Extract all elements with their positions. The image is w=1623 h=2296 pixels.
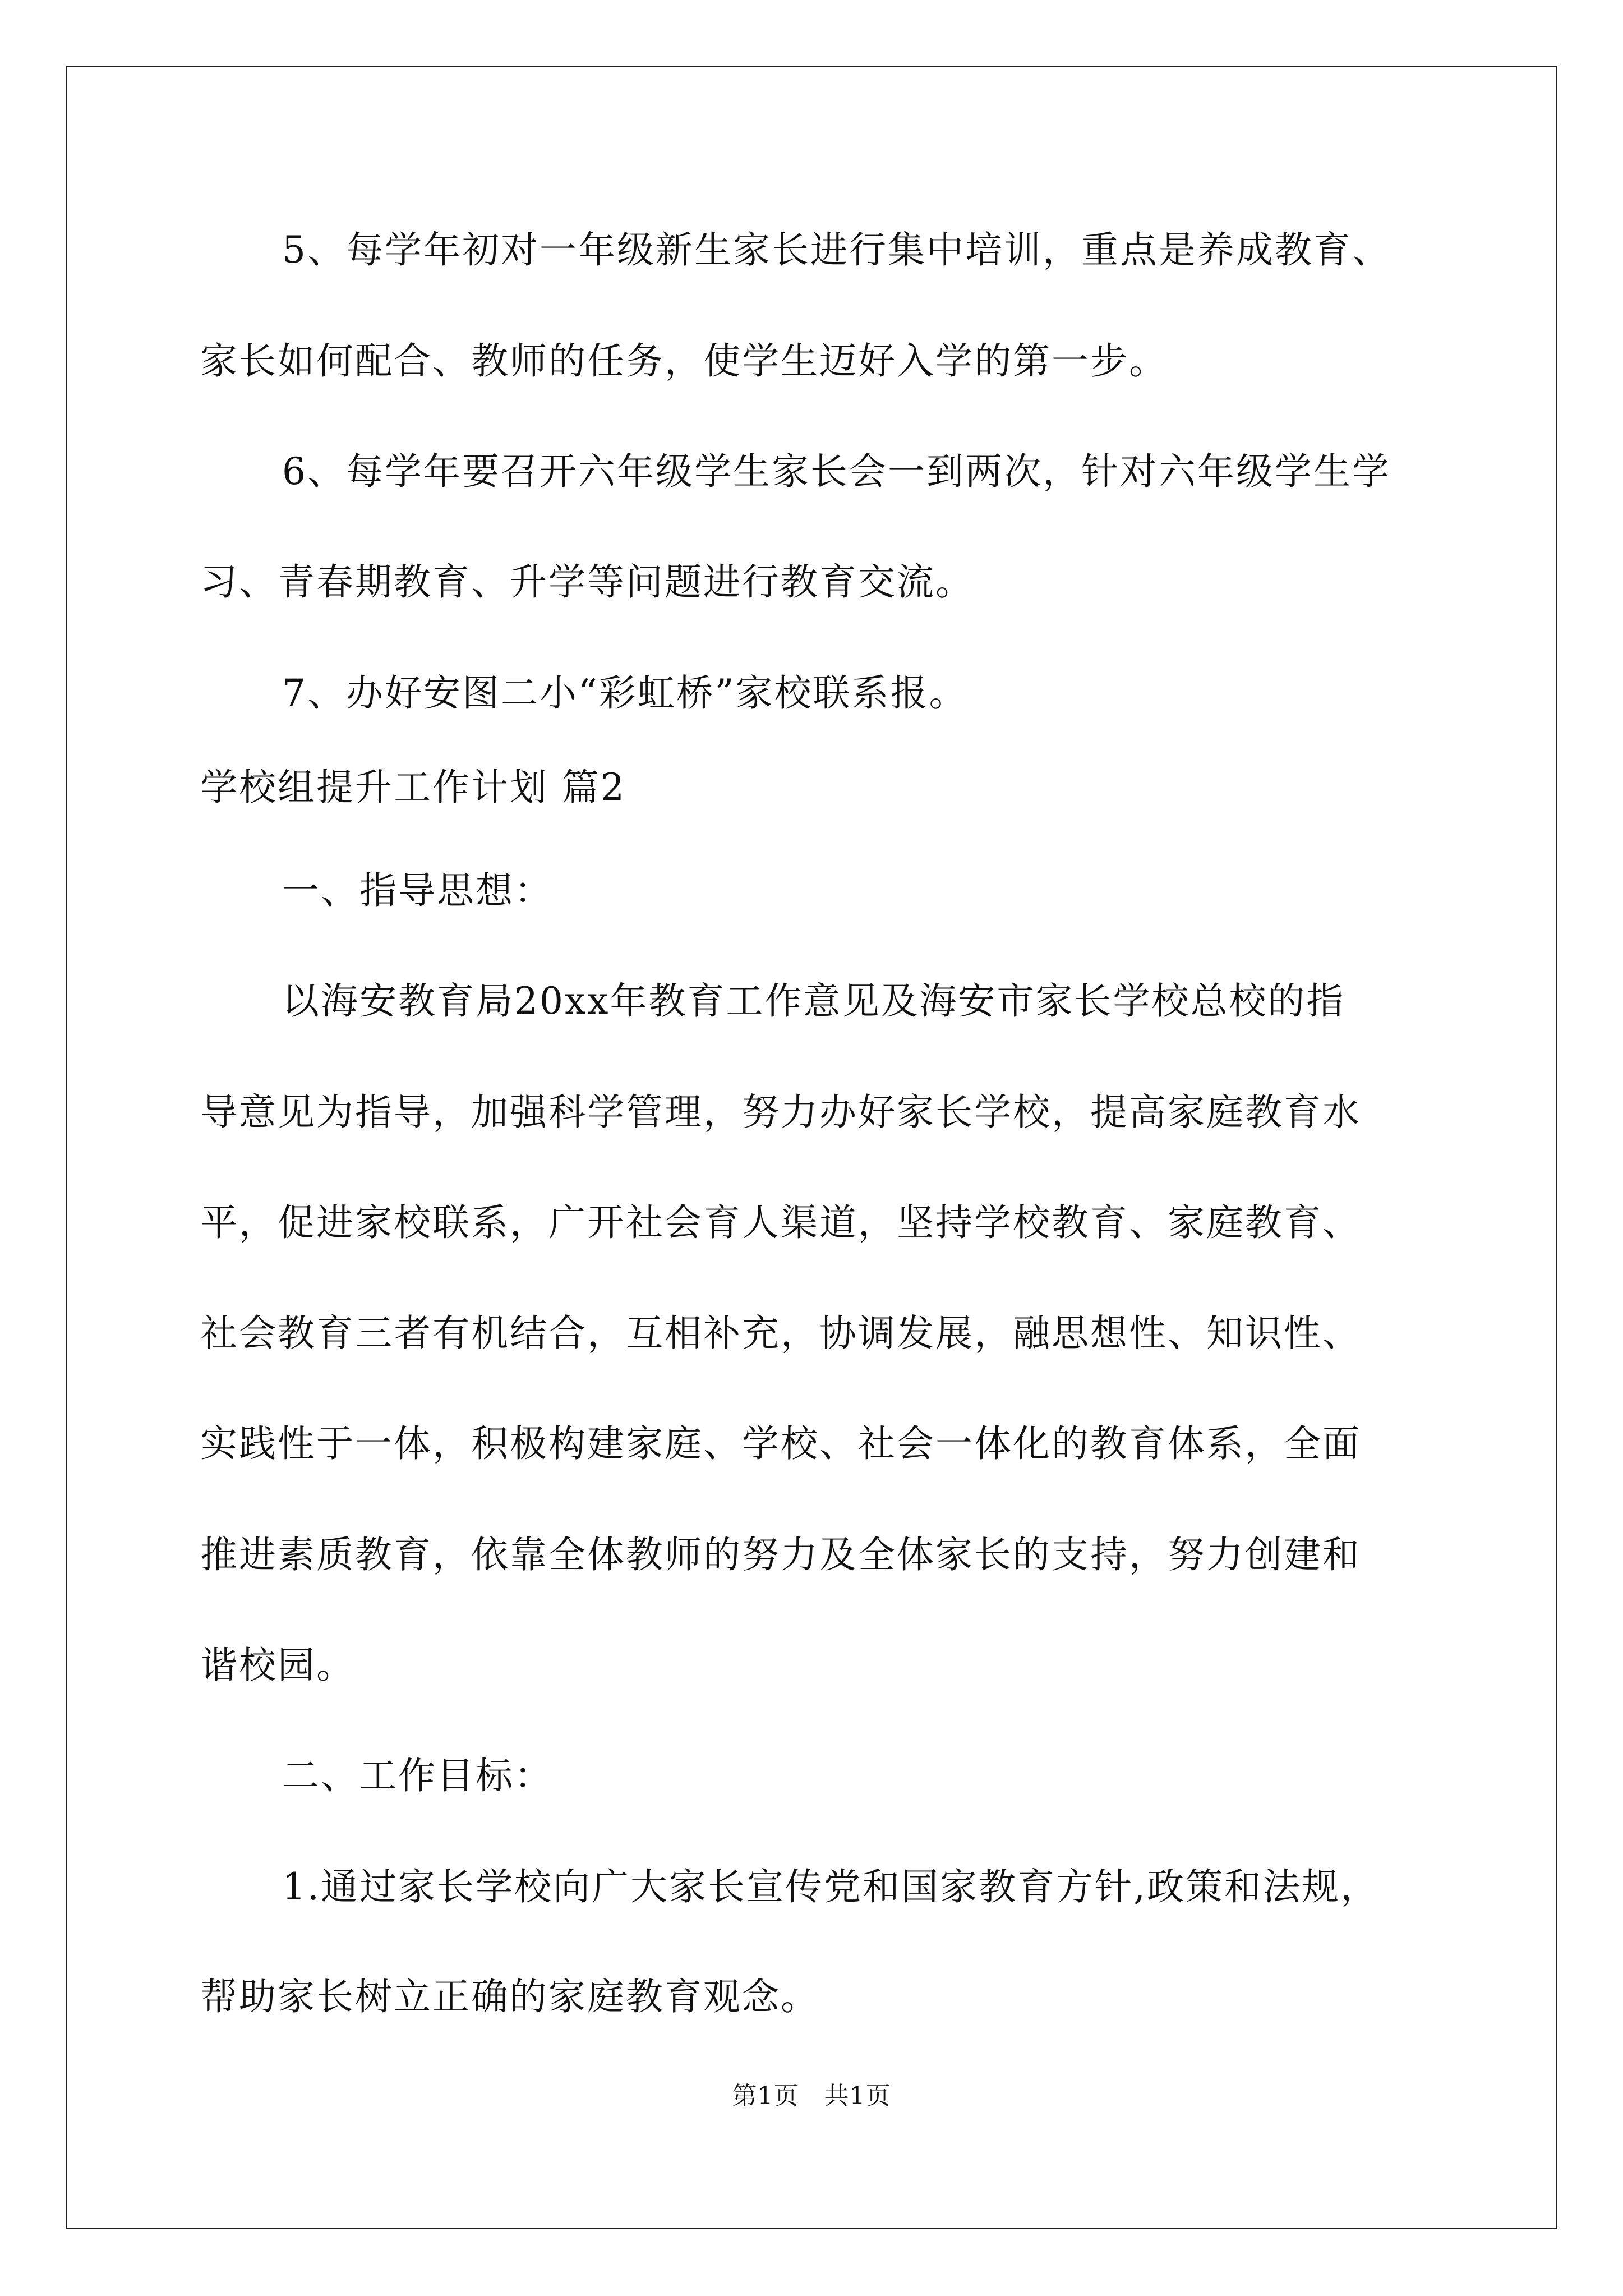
text-line: 以海安教育局20xx年教育工作意见及海安市家长学校总校的指 <box>282 979 1345 1023</box>
page-footer: 第1页 共1页 <box>732 2082 891 2110</box>
text-line: 推进素质教育，依靠全体教师的努力及全体家长的支持，努力创建和 <box>200 1533 1361 1576</box>
text-line: 谐校园。 <box>200 1644 355 1687</box>
text-line: 家长如何配合、教师的任务，使学生迈好入学的第一步。 <box>200 339 1168 383</box>
text-line: 7、办好安图二小“彩虹桥”家校联系报。 <box>282 671 968 715</box>
text-line: 习、青春期教育、升学等问题进行教育交流。 <box>200 560 974 604</box>
text-line: 6、每学年要召开六年级学生家长会一到两次，针对六年级学生学 <box>282 450 1391 493</box>
text-line: 5、每学年初对一年级新生家长进行集中培训，重点是养成教育、 <box>282 228 1391 272</box>
text-line: 导意见为指导，加强科学管理，努力办好家长学校，提高家庭教育水 <box>200 1091 1361 1134</box>
text-line: 社会教育三者有机结合，互相补充，协调发展，融思想性、知识性、 <box>200 1312 1361 1355</box>
text-line: 帮助家长树立正确的家庭教育观念。 <box>200 1975 819 2018</box>
text-line: 二、工作目标： <box>282 1754 553 1797</box>
text-line: 平，促进家校联系，广开社会育人渠道，坚持学校教育、家庭教育、 <box>200 1201 1361 1244</box>
section-heading: 学校组提升工作计划 篇2 <box>200 766 626 809</box>
text-line: 1.通过家长学校向广大家长宣传党和国家教育方针,政策和法规， <box>282 1865 1379 1908</box>
text-line: 一、指导思想： <box>282 869 553 912</box>
text-line: 实践性于一体，积极构建家庭、学校、社会一体化的教育体系，全面 <box>200 1422 1361 1465</box>
